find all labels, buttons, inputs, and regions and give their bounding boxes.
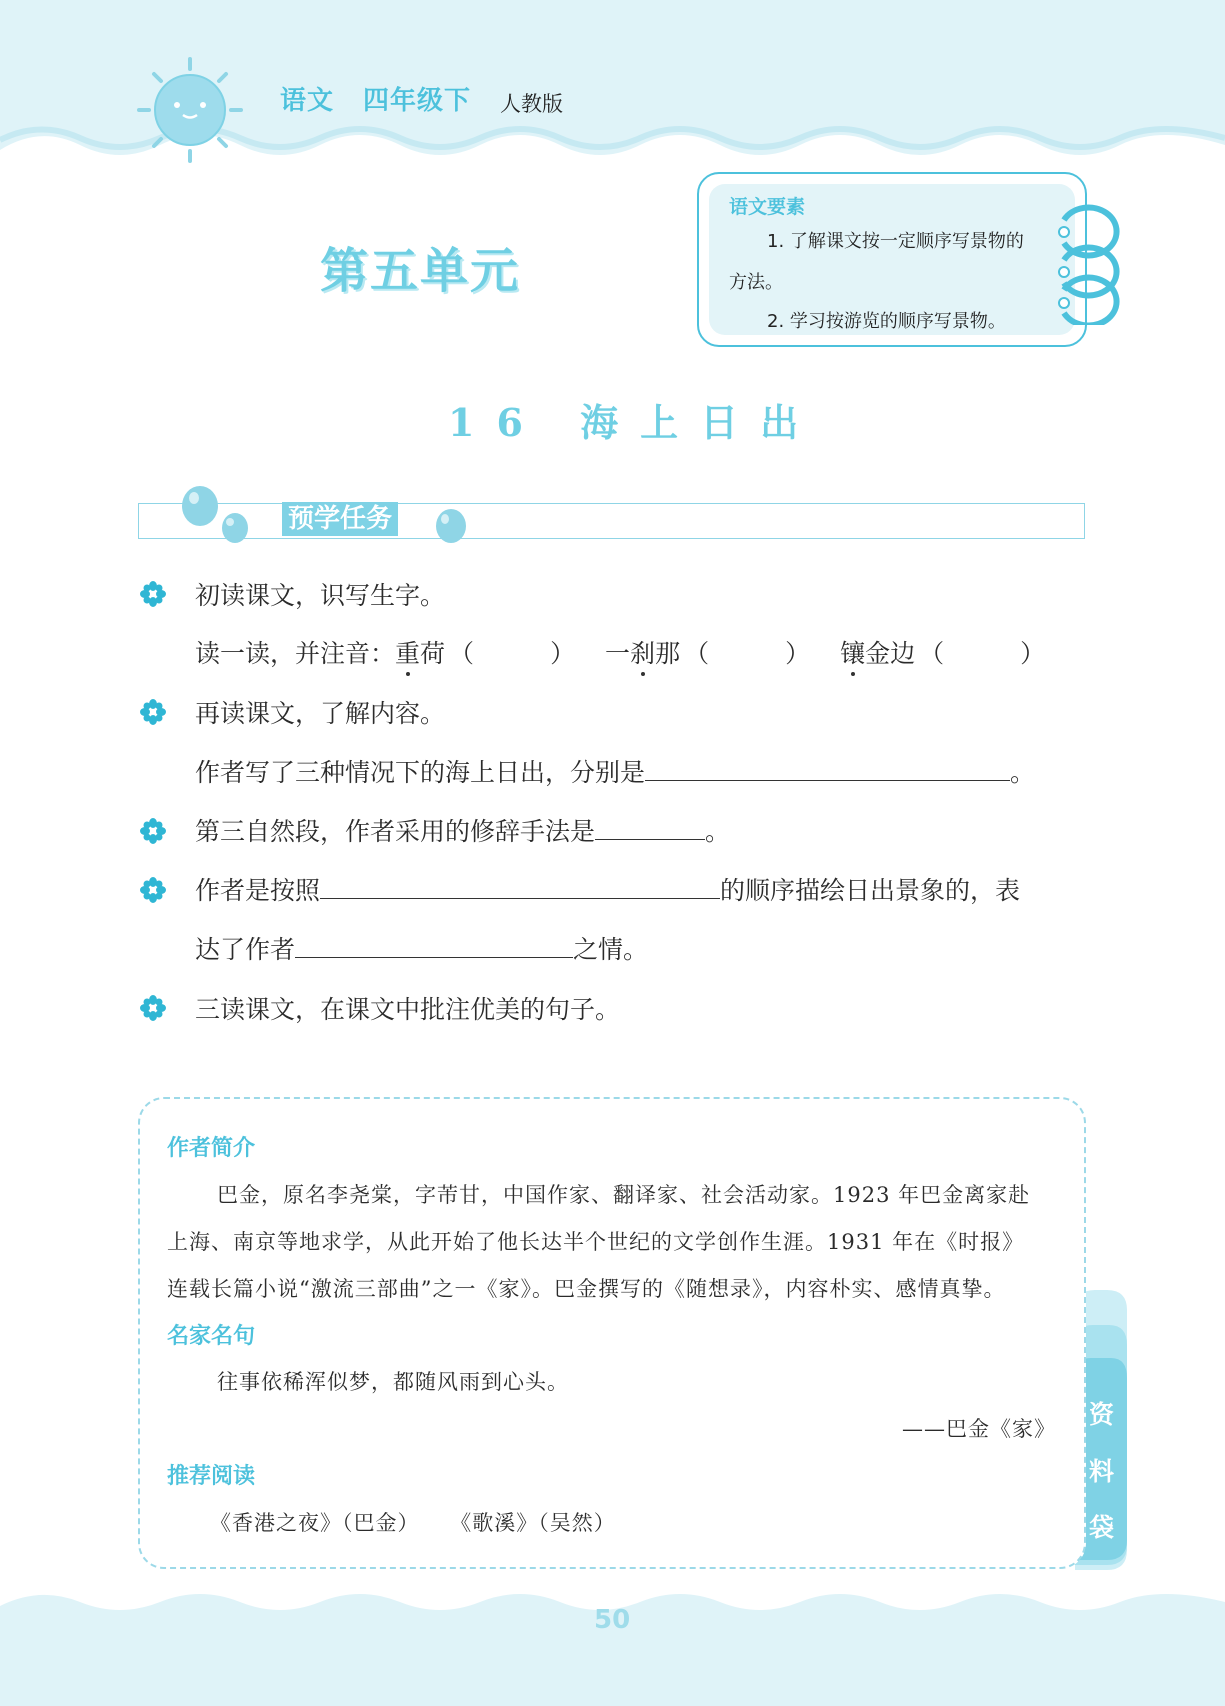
paren-close: ） xyxy=(1020,639,1046,668)
answer-blank-order[interactable] xyxy=(320,877,720,899)
balloon-icon xyxy=(220,512,250,548)
task-2-sub-text: 作者写了三种情况下的海上日出，分别是 xyxy=(195,758,646,787)
recommended-reading-heading: 推荐阅读 xyxy=(167,1464,256,1489)
word2-c: 那 xyxy=(655,639,681,668)
task-4-d: 之情。 xyxy=(573,935,649,964)
author-intro-line-2: 上海、南京等地求学，从此开始了他长达半个世纪的文学创作生涯。1931 年在《时报》 xyxy=(167,1230,1025,1254)
header-grade: 四年级下 xyxy=(363,86,472,116)
elements-line-2: 2. 学习按游览的顺序写景物。 xyxy=(767,311,1006,332)
period: 。 xyxy=(705,817,731,846)
word2-b: 刹 xyxy=(630,639,656,668)
task-4 xyxy=(195,871,1020,907)
famous-quote-heading: 名家名句 xyxy=(167,1324,256,1349)
flower-bullet-icon xyxy=(140,581,166,607)
task-4-cont xyxy=(195,930,648,966)
answer-blank-rhetoric[interactable] xyxy=(595,818,705,840)
word3-a: 镶 xyxy=(840,639,866,668)
page-number: 50 xyxy=(594,1605,631,1635)
author-intro-heading: 作者简介 xyxy=(167,1136,256,1161)
task-3-text: 第三自然段，作者采用的修辞手法是 xyxy=(195,817,596,846)
header-edition: 人教版 xyxy=(500,92,563,116)
paren-close: ） xyxy=(550,639,576,668)
elements-title: 语文要素 xyxy=(729,196,806,218)
task-4-b: 的顺序描绘日出景象的，表 xyxy=(720,876,1021,905)
task-1-sub xyxy=(195,634,1045,670)
paren-open: （ xyxy=(449,639,475,668)
answer-blank-feeling[interactable] xyxy=(295,936,573,958)
task-3 xyxy=(195,812,730,848)
task-2-sub xyxy=(195,753,1035,789)
recommended-reading: 《香港之夜》（巴金） 《歌溪》（吴然） xyxy=(210,1511,616,1535)
period: 。 xyxy=(1010,758,1036,787)
task-5: 三读课文，在课文中批注优美的句子。 xyxy=(195,995,621,1024)
author-intro-line-1: 巴金，原名李尧棠，字芾甘，中国作家、翻译家、社会活动家。1923 年巴金离家赴 xyxy=(217,1183,1031,1207)
task-2: 再读课文，了解内容。 xyxy=(195,699,446,728)
side-tab-char-2: 料 xyxy=(1089,1457,1115,1486)
elements-line-1b: 方法。 xyxy=(729,272,783,293)
balloon-icon xyxy=(434,508,468,548)
info-box xyxy=(138,1097,1086,1569)
preview-task-bar xyxy=(138,503,1085,539)
side-tab-char-1: 资 xyxy=(1089,1400,1115,1429)
task-1: 初读课文，识写生字。 xyxy=(195,581,446,610)
elements-line-1a: 1. 了解课文按一定顺序写景物的 xyxy=(767,231,1024,252)
preview-task-label: 预学任务 xyxy=(282,502,398,536)
flower-bullet-icon xyxy=(140,877,166,903)
author-intro-line-3: 连载长篇小说“激流三部曲”之一《家》。巴金撰写的《随想录》，内容朴实、感情真挚。 xyxy=(167,1277,1006,1301)
flower-bullet-icon xyxy=(140,995,166,1021)
footer-wave xyxy=(0,1586,1225,1706)
famous-quote: 往事依稀浑似梦，都随风雨到心头。 xyxy=(217,1370,569,1394)
sun-mascot-icon xyxy=(135,55,245,165)
paren-open: （ xyxy=(919,639,945,668)
word2-a: 一 xyxy=(605,639,631,668)
balloon-icon xyxy=(180,486,220,536)
lesson-title: 16 海上日出 xyxy=(448,400,821,445)
paren-close: ） xyxy=(785,639,811,668)
paren-open: （ xyxy=(684,639,710,668)
unit-title: 第五单元 xyxy=(320,243,521,299)
side-tab-char-3: 袋 xyxy=(1089,1513,1115,1542)
famous-quote-source: ——巴金《家》 xyxy=(902,1417,1056,1441)
word1-b: 荷 xyxy=(420,639,446,668)
flower-bullet-icon xyxy=(140,699,166,725)
flower-bullet-icon xyxy=(140,818,166,844)
task-1-sub-prefix: 读一读，并注音： xyxy=(195,639,396,668)
task-4-a: 作者是按照 xyxy=(195,876,321,905)
binder-rings-icon xyxy=(1052,195,1122,325)
task-4-c: 达了作者 xyxy=(195,935,296,964)
language-elements-box xyxy=(697,172,1087,347)
header-subject: 语文 xyxy=(280,86,335,116)
word3-b: 金边 xyxy=(865,639,916,668)
answer-blank-three-situations[interactable] xyxy=(645,759,1010,781)
word1-a: 重 xyxy=(395,639,421,668)
